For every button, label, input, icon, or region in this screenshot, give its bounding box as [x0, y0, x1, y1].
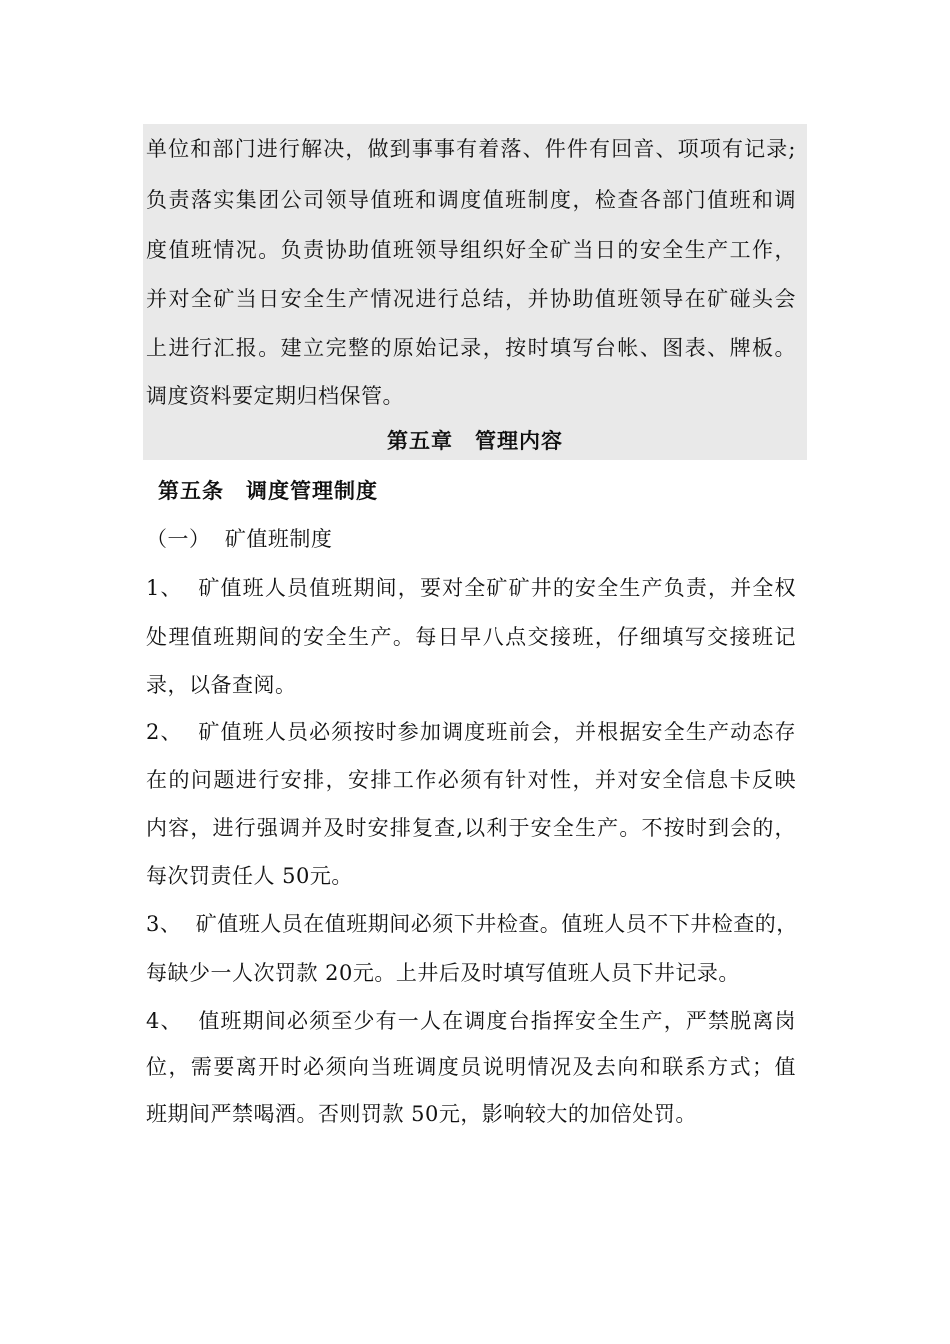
intro-line: 调度资料要定期归档保管。 [146, 384, 404, 408]
item-line: 每次罚责任人 50元。 [146, 864, 353, 888]
item-line: 内容，进行强调并及时安排复查,以利于安全生产。不按时到会的， [146, 816, 796, 840]
item-line: 班期间严禁喝酒。否则罚款 50元，影响较大的加倍处罚。 [146, 1102, 697, 1126]
item-line: 3、 矿值班人员在值班期间必须下井检查。值班人员不下井检查的， [146, 912, 798, 936]
item-line: 位，需要离开时必须向当班调度员说明情况及去向和联系方式；值 [146, 1055, 796, 1079]
chapter-title: 第五章 管理内容 [387, 428, 563, 453]
item-line: 录，以备查阅。 [146, 673, 297, 697]
item-line: 1、 矿值班人员值班期间，要对全矿矿井的安全生产负责，并全权 [146, 576, 796, 600]
intro-line: 并对全矿当日安全生产情况进行总结，并协助值班领导在矿碰头会 [146, 287, 796, 311]
article-title: 第五条 调度管理制度 [158, 478, 378, 503]
intro-line: 负责落实集团公司领导值班和调度值班制度，检查各部门值班和调 [146, 188, 796, 212]
intro-line: 单位和部门进行解决，做到事事有着落、件件有回音、项项有记录; [146, 137, 796, 161]
item-line: 每缺少一人次罚款 20元。上井后及时填写值班人员下井记录。 [146, 961, 740, 985]
section-title: （一） 矿值班制度 [146, 527, 333, 551]
item-line: 在的问题进行安排，安排工作必须有针对性，并对安全信息卡反映 [146, 768, 796, 792]
intro-line: 上进行汇报。建立完整的原始记录，按时填写台帐、图表、牌板。 [146, 336, 796, 360]
item-line: 2、 矿值班人员必须按时参加调度班前会，并根据安全生产动态存 [146, 720, 796, 744]
item-line: 4、 值班期间必须至少有一人在调度台指挥安全生产，严禁脱离岗 [146, 1009, 796, 1033]
item-line: 处理值班期间的安全生产。每日早八点交接班，仔细填写交接班记 [146, 625, 796, 649]
intro-line: 度值班情况。负责协助值班领导组织好全矿当日的安全生产工作， [146, 238, 796, 262]
